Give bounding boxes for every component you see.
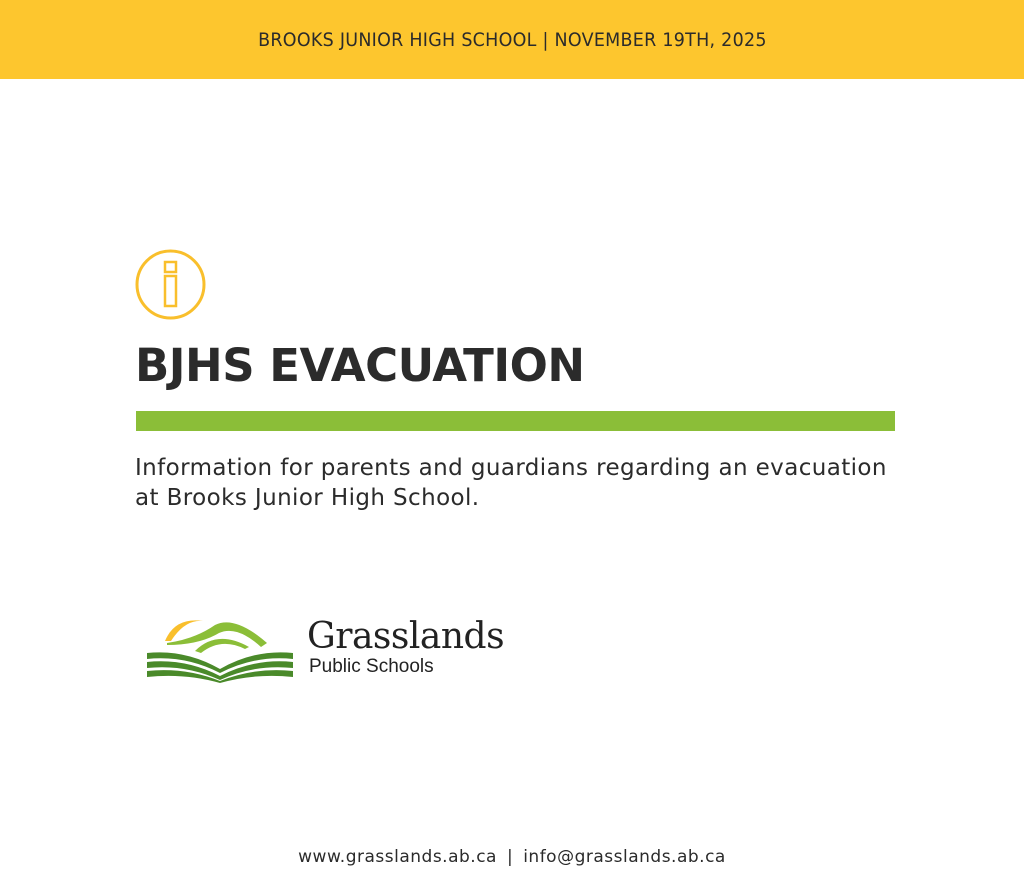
grasslands-logo [145, 613, 504, 683]
page-title: BJHS EVACUATION [135, 339, 585, 392]
logo-text [307, 618, 504, 678]
email-link[interactable]: info@grasslands.ab.ca [523, 847, 726, 867]
footer-separator: | [506, 847, 514, 867]
footer [0, 845, 1024, 869]
logo-subtitle: Public Schools [309, 656, 434, 677]
description: Information for parents and guardians regarding an evacuation at Brooks Junior High School. [135, 455, 887, 511]
website-link[interactable]: www.grasslands.ab.ca [298, 847, 497, 867]
banner-text: BROOKS JUNIOR HIGH SCHOOL | NOVEMBER 19TH, 2025 [257, 28, 767, 51]
logo-name: Grasslands [307, 616, 505, 657]
info-icon [135, 249, 206, 320]
open-book-logo-icon [145, 613, 295, 683]
top-banner [0, 0, 1024, 79]
green-divider [136, 411, 895, 431]
